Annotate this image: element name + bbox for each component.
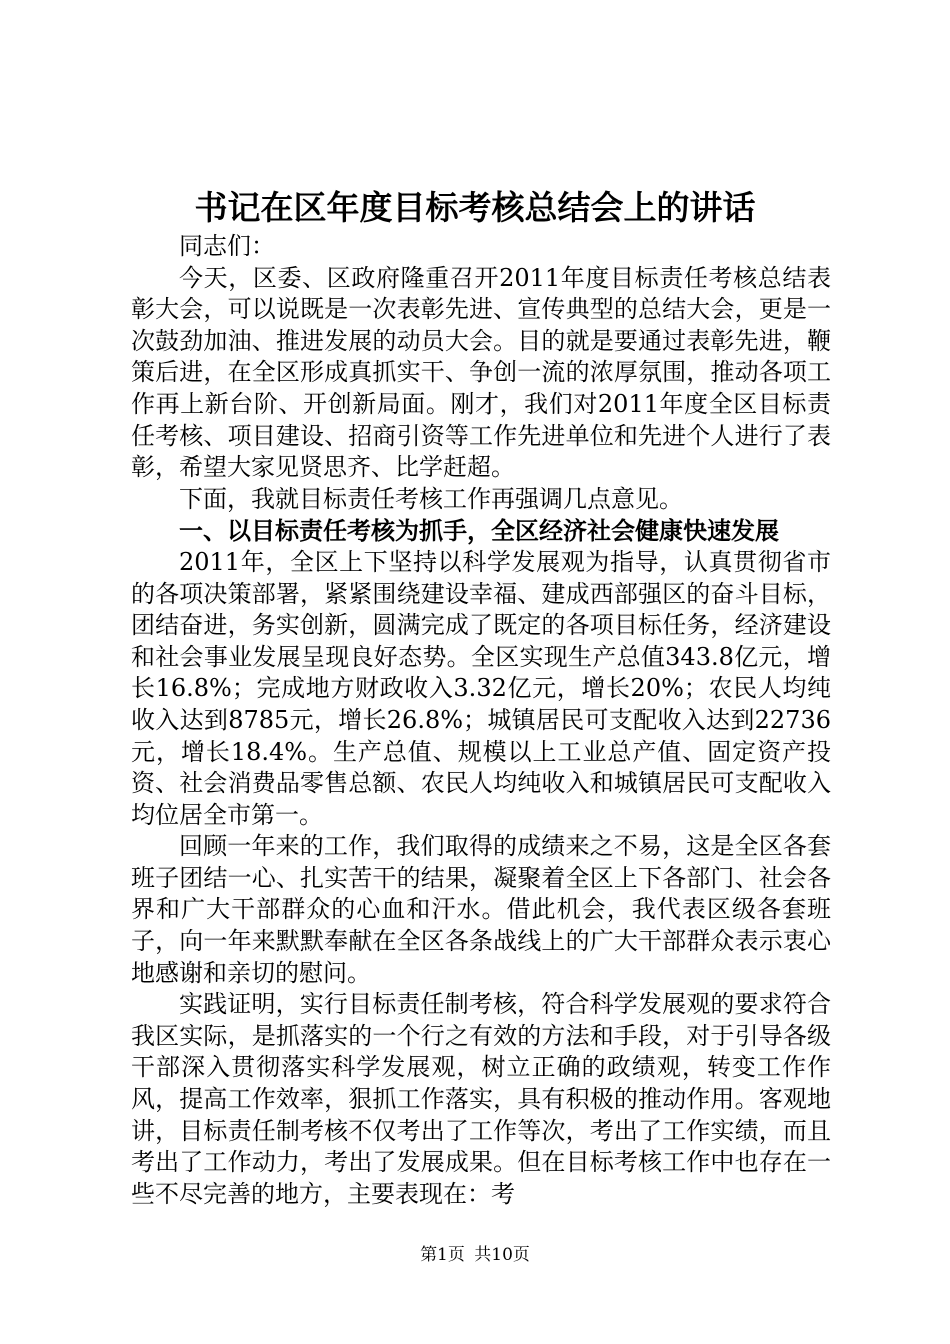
page-total: 共10页 — [474, 1245, 530, 1265]
body-paragraph: 2011年，全区上下坚持以科学发展观为指导，认真贯彻省市的各项决策部署，紧紧围绕建设幸福、建成西部强区的奋斗目标，团结奋进，务实创新，圆满完成了既定的各项目标任务，经济建设和社会事业发展呈现良好态势。全区实现生产总值343.8亿元，增长16.8%；完成地方财政收入3.32亿元，增长20%；农民人均纯收入达到8785元，增长26.8%；城镇居民可支配收入达到22736元，增长18.4%。生产总值、规模以上工业总产值、固定资产投资、社会消费品零售总额、农民人均纯收入和城镇居民可支配收入均位居全市第一。 — [131, 547, 831, 829]
body-paragraph: 回顾一年来的工作，我们取得的成绩来之不易，这是全区各套班子团结一心、扎实苦干的结果，凝聚着全区上下各部门、社会各界和广大干部群众的心血和汗水。借此机会，我代表区级各套班子，向一年来默默奉献在全区各条战线上的广大干部群众表示衷心地感谢和亲切的慰问。 — [131, 832, 831, 987]
page-number: 第1页 — [420, 1245, 465, 1265]
page-footer — [0, 1243, 950, 1267]
body-paragraph: 今天，区委、区政府隆重召开2011年度目标责任考核总结表彰大会，可以说既是一次表彰先进、宣传典型的总结大会，更是一次鼓劲加油、推进发展的动员大会。目的就是要通过表彰先进，鞭策后进，在全区形成真抓实干、争创一流的浓厚氛围，推动各项工作再上新台阶、开创新局面。刚才，我们对2011年度全区目标责任考核、项目建设、招商引资等工作先进单位和先进个人进行了表彰，希望大家见贤思齐、比学赶超。 — [131, 263, 831, 482]
body-paragraph: 实践证明，实行目标责任制考核，符合科学发展观的要求符合我区实际，是抓落实的一个行之有效的方法和手段，对于引导各级干部深入贯彻落实科学发展观，树立正确的政绩观，转变工作作风，提高工作效率，狠抓工作落实，具有积极的推动作用。客观地讲，目标责任制考核不仅考出了工作等次，考出了工作实绩，而且考出了工作动力，考出了发展成果。但在目标考核工作中也存在一些不尽完善的地方，主要表现在：考 — [131, 990, 831, 1208]
salutation-paragraph: 同志们： — [179, 232, 275, 260]
body-paragraph: 下面，我就目标责任考核工作再强调几点意见。 — [179, 484, 683, 513]
document-body — [131, 231, 831, 1210]
document-title: 书记在区年度目标考核总结会上的讲话 — [194, 188, 756, 227]
section-heading: 一、以目标责任考核为抓手，全区经济社会健康快速发展 — [179, 516, 779, 546]
